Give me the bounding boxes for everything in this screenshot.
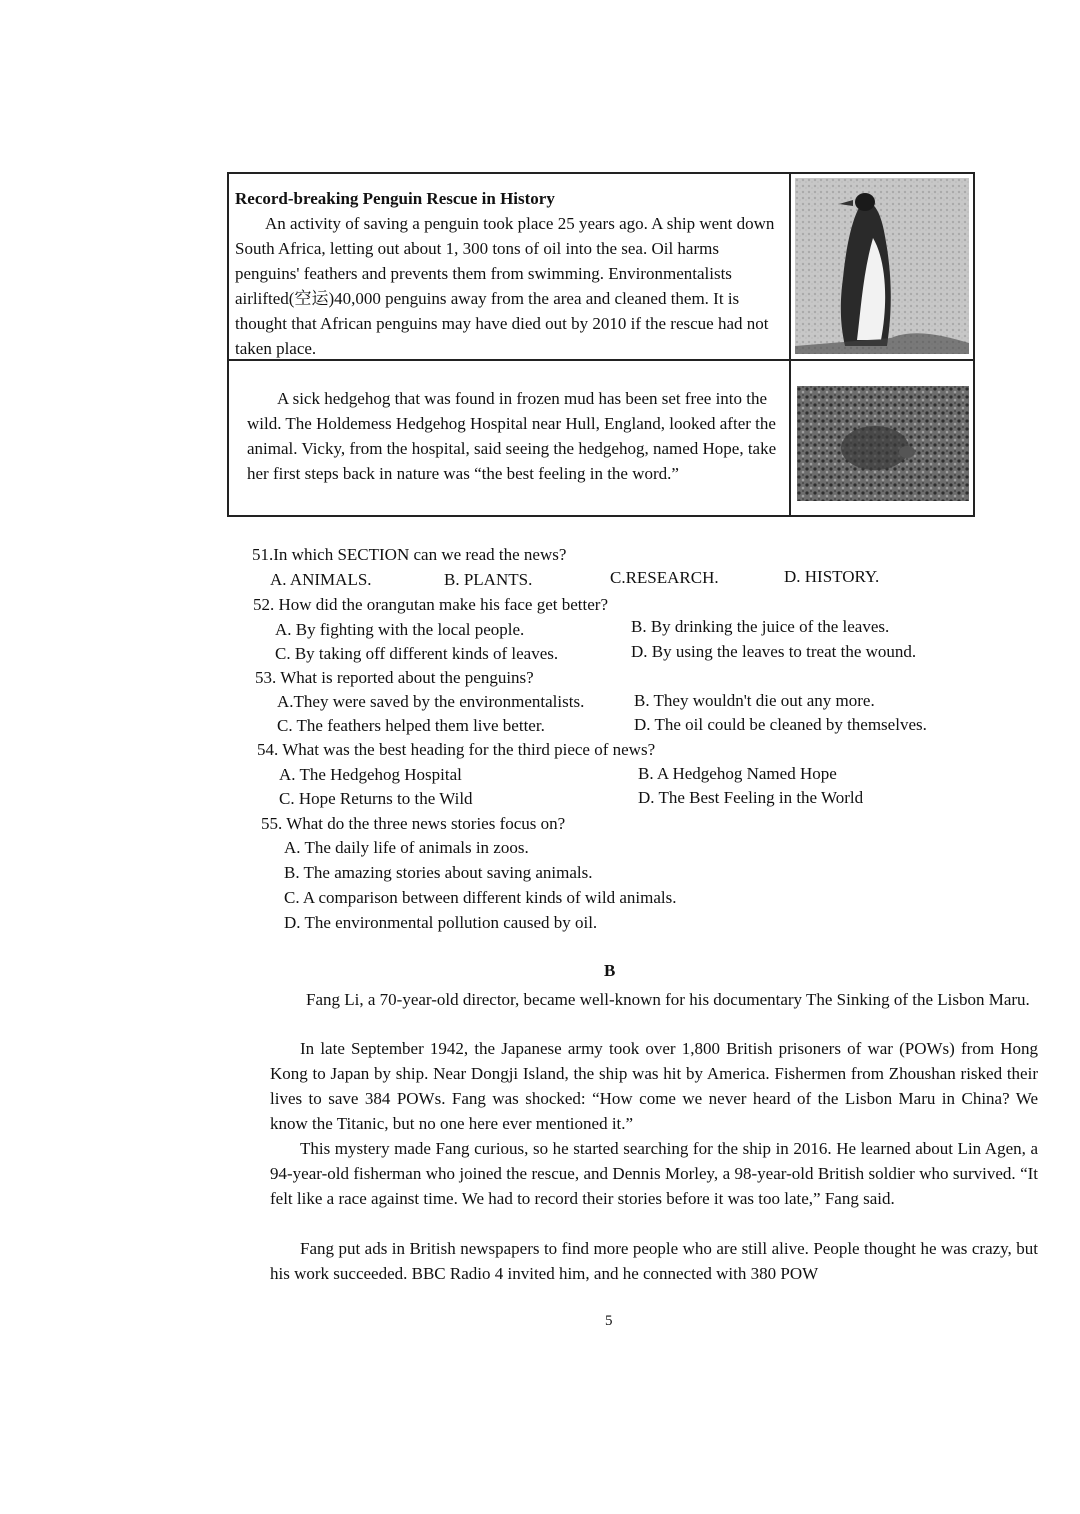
section-b-paragraph-3: This mystery made Fang curious, so he started searching for the ship in 2016. He learned about Lin Agen, a 94-year-old fisherman who joined the rescue, and Dennis Morley, a 98-year-old British soldier who survived. “It felt like a race against time. We had to record their stories before it was too late,” Fang said. — [270, 1139, 1038, 1208]
question-53-option-d: D. The oil could be cleaned by themselves. — [634, 715, 927, 734]
question-54-stem: 54. What was the best heading for the third piece of news? — [257, 740, 656, 759]
question-55-option-b: B. The amazing stories about saving animals. — [284, 863, 593, 882]
question-52-option-c: C. By taking off different kinds of leaves. — [275, 644, 559, 663]
question-52-option-b: B. By drinking the juice of the leaves. — [631, 617, 890, 636]
question-55-option-d: D. The environmental pollution caused by oil. — [284, 913, 598, 932]
page-number: 5 — [605, 1313, 613, 1329]
question-53-option-a: A.They were saved by the environmentalists. — [277, 692, 585, 711]
section-b-paragraph-2: In late September 1942, the Japanese army took over 1,800 British prisoners of war (POWs) from Hong Kong to Japan by ship. Near Dongji Island, the ship was hit by America. Fishermen from Zhoushan risked their lives to save 384 POWs. Fang was shocked: “How come we never heard of the Lisbon Maru in China? We know the Titanic, but no one here ever mentioned it.” — [270, 1039, 1038, 1133]
question-54-option-d: D. The Best Feeling in the World — [638, 788, 864, 807]
question-54-option-c: C. Hope Returns to the Wild — [279, 789, 473, 808]
question-53-option-b: B. They wouldn't die out any more. — [634, 691, 875, 710]
question-55-option-a: A. The daily life of animals in zoos. — [284, 838, 529, 857]
question-51-option-d: D. HISTORY. — [784, 567, 880, 586]
question-53-option-c: C. The feathers helped them live better. — [277, 716, 545, 735]
penguin-news — [235, 186, 783, 361]
question-53-stem: 53. What is reported about the penguins? — [255, 668, 534, 687]
question-52-option-d: D. By using the leaves to treat the wound. — [631, 642, 917, 661]
hedgehog-news-body: A sick hedgehog that was found in frozen mud has been set free into the wild. The Holdemess Hedgehog Hospital near Hull, England, looked after the animal. Vicky, from the hospital, said seeing the hedgehog, named Hope, take her first steps back in nature was “the best feeling in the word.” — [247, 389, 777, 483]
question-54-option-b: B. A Hedgehog Named Hope — [638, 764, 837, 783]
hedgehog-news — [247, 386, 782, 486]
question-51-option-a: A. ANIMALS. — [270, 570, 372, 589]
news-table — [227, 172, 975, 517]
question-55-stem: 55. What do the three news stories focus on? — [261, 814, 566, 833]
section-b-heading: B — [604, 961, 616, 980]
hedgehog-photo — [797, 386, 969, 501]
section-b-paragraph-1: Fang Li, a 70-year-old director, became well-known for his documentary The Sinking of the Lisbon Maru. — [306, 990, 1030, 1009]
question-52-stem: 52. How did the orangutan make his face get better? — [253, 595, 608, 614]
penguin-news-title: Record-breaking Penguin Rescue in History — [235, 189, 555, 208]
hedgehog-photo-graphic — [797, 386, 969, 501]
penguin-photo-graphic — [795, 178, 969, 354]
section-b-paragraph-4: Fang put ads in British newspapers to find more people who are still alive. People thought he was crazy, but his work succeeded. BBC Radio 4 invited him, and he connected with 380 POW — [270, 1239, 1038, 1283]
question-52-option-a: A. By fighting with the local people. — [275, 620, 525, 639]
question-54-option-a: A. The Hedgehog Hospital — [279, 765, 462, 784]
penguin-news-body: An activity of saving a penguin took place 25 years ago. A ship went down South Africa, letting out about 1, 300 tons of oil into the sea. Oil harms penguins' feathers and prevents them from swimming. Environmentalists airlifted(空运)40,000 penguins away from the area and cleaned them. It is thought that African penguins may have died out by 2010 if the rescue had not taken place. — [235, 214, 775, 358]
question-51-stem: 51.In which SECTION can we read the news? — [252, 545, 567, 564]
question-55-option-c: C. A comparison between different kinds of wild animals. — [284, 888, 677, 907]
question-51-option-c: C.RESEARCH. — [610, 568, 719, 587]
table-vertical-divider — [789, 174, 791, 515]
penguin-photo — [795, 178, 969, 354]
question-51-option-b: B. PLANTS. — [444, 570, 533, 589]
